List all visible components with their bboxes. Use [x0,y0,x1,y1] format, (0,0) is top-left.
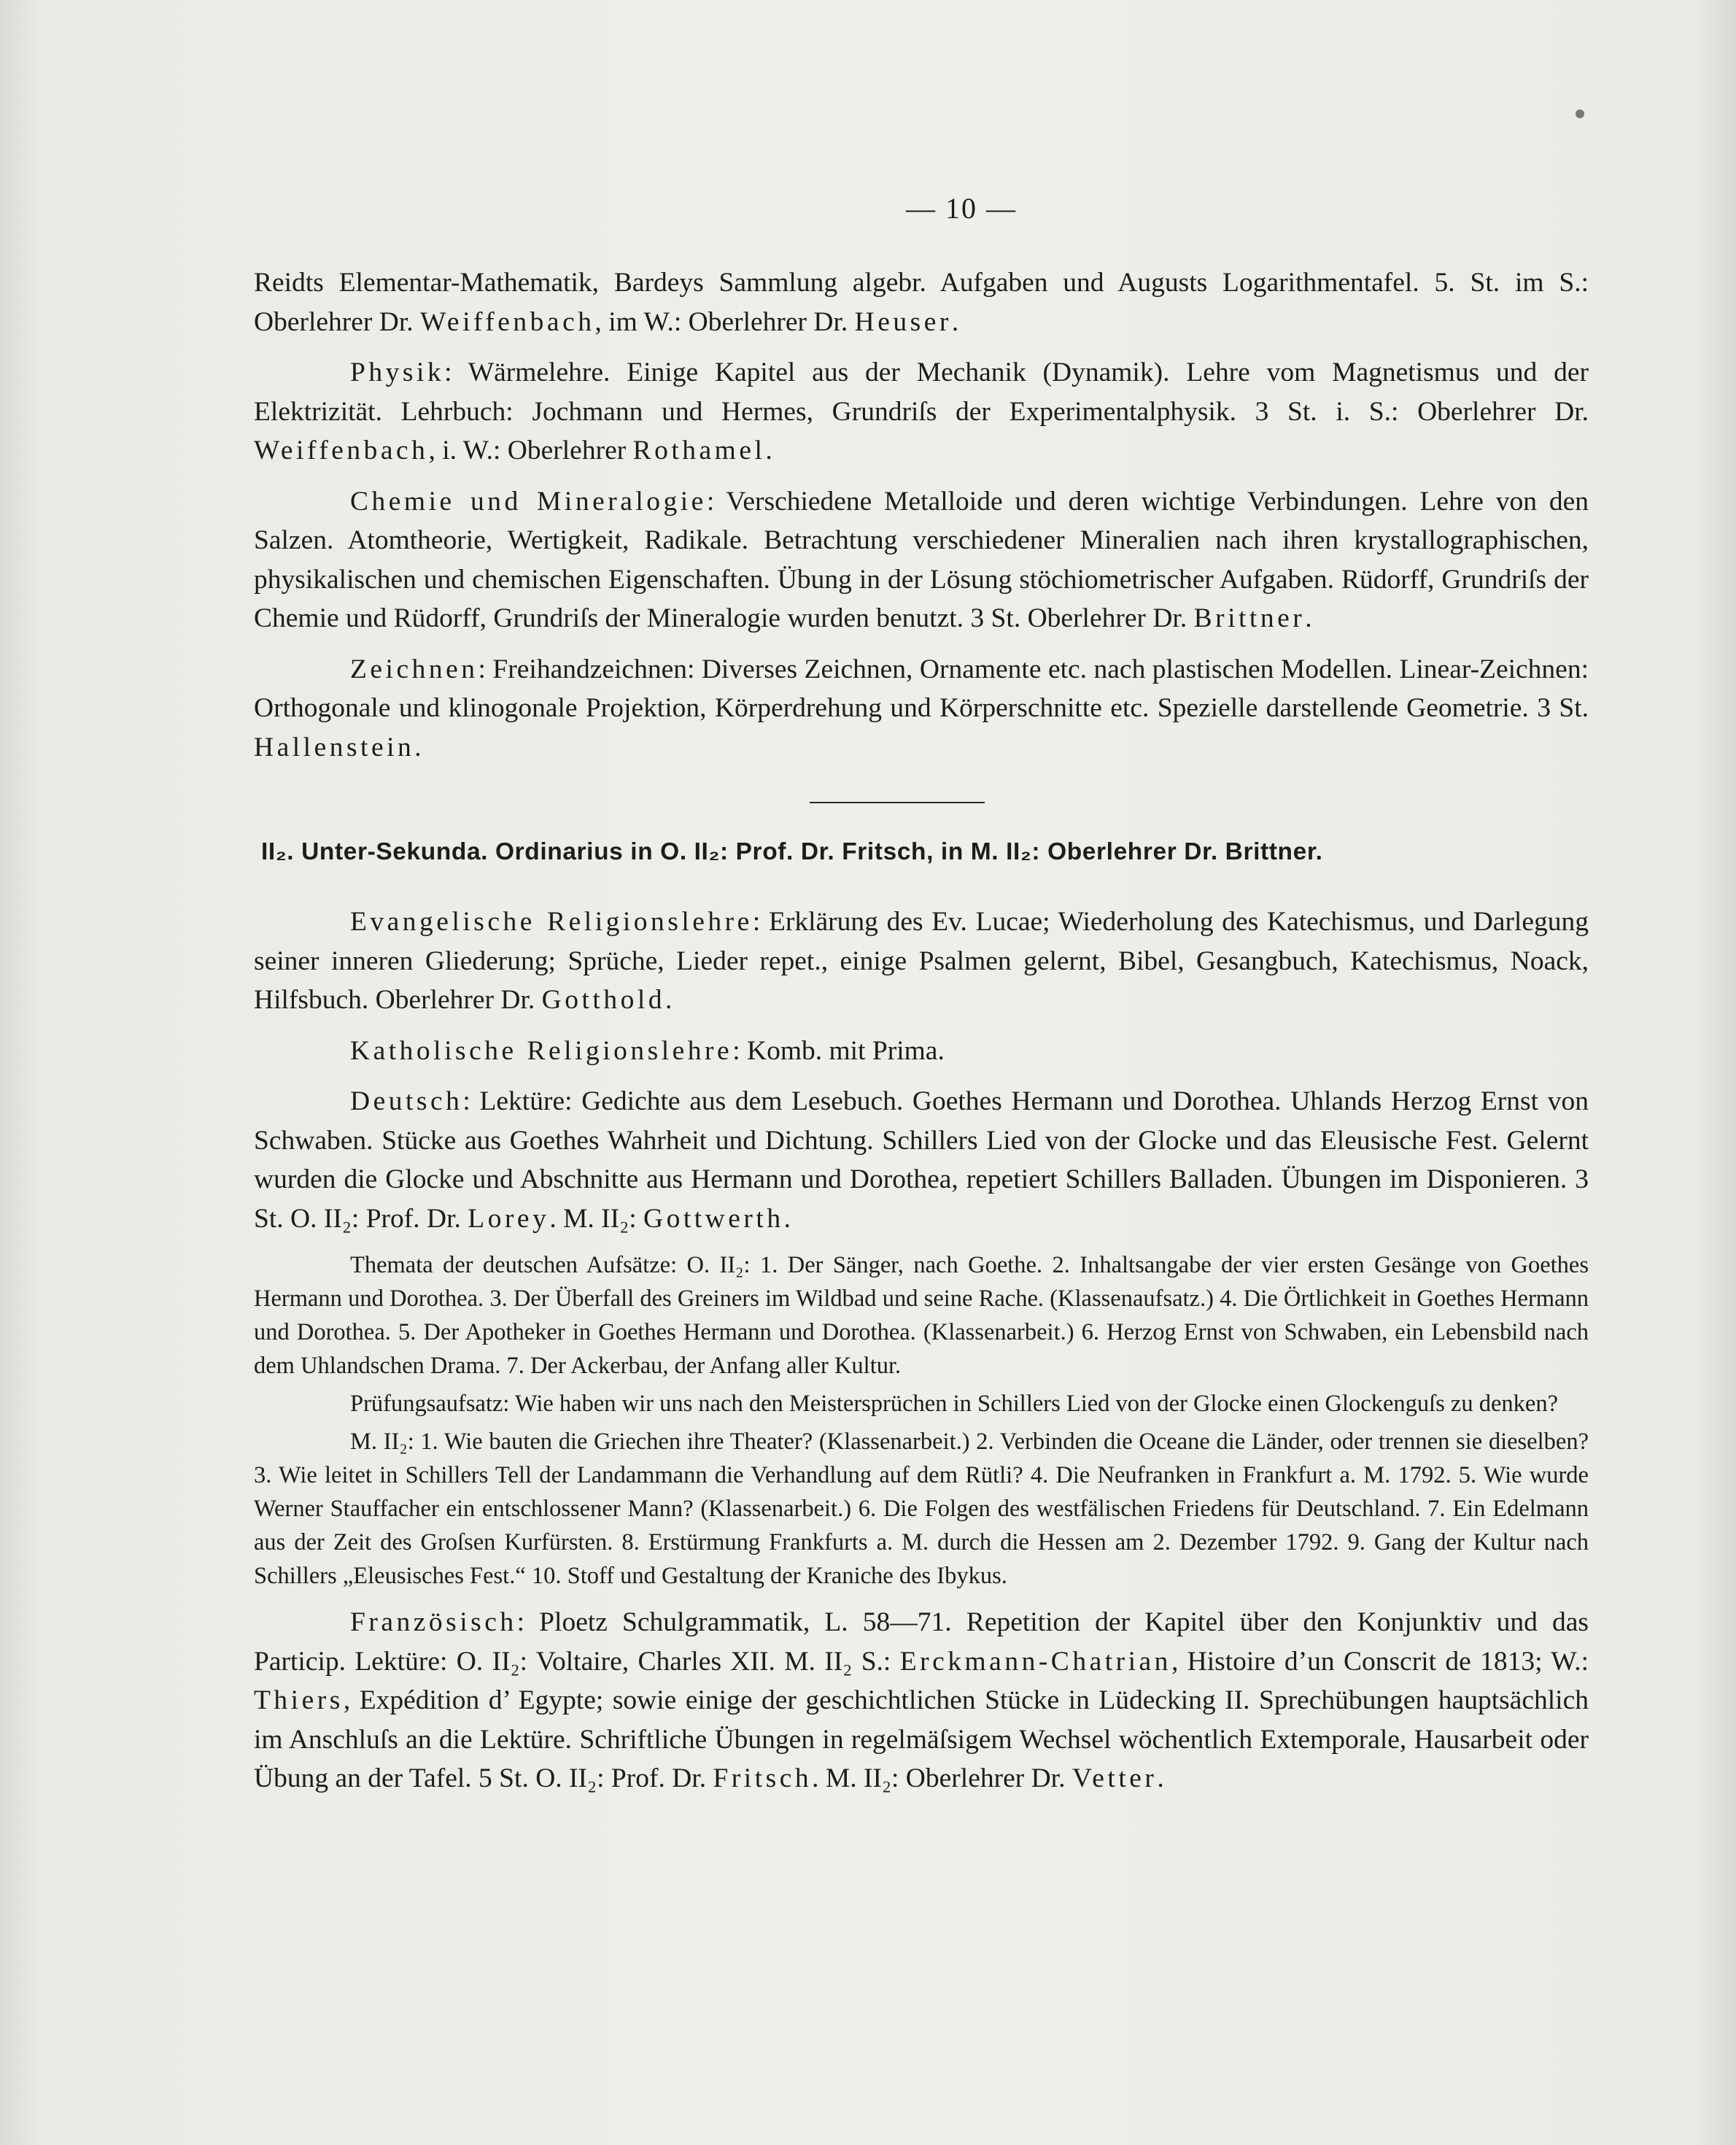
teacher-name: Hallenstein [254,732,415,762]
paragraph-kath-religion: Katholische Religionslehre: Komb. mit Prima. [350,1035,945,1066]
section-divider [810,802,985,803]
subject-heading: Evangelische Religionslehre [350,907,753,937]
author-name: Erckmann-Chatrian [899,1646,1171,1677]
page-number: — 10 — [906,192,1017,225]
paragraph-zeichnen: Zeichnen: Freihandzeichnen: Diverses Zeichnen, Ornamente etc. nach plastischen Modellen. Linear-Zeichnen: Orthogonale und klinogonale Projektion, Körperdrehung und Körperschnitte etc. Spezielle darstellende Geometrie. 3 St. Hallenstein. [254,654,1589,762]
teacher-name: Weiffenbach [420,306,595,337]
teacher-name: Heuser [854,306,952,337]
teacher-name: Rothamel [632,436,766,465]
paragraph-mathematik: Reidts Elementar-Mathematik, Bardeys Sammlung algebr. Aufgaben und Augusts Logarithmentafel. 5. St. im S.: Oberlehrer Dr. Weiffenbach, im W.: Oberlehrer Dr. Heuser. [254,268,1589,337]
subject-heading: Deutsch [350,1086,463,1116]
teacher-name: Gottwerth [643,1203,784,1234]
teacher-name: Gotthold [541,985,666,1015]
subject-heading: Französisch [350,1607,517,1637]
exam-essay: Prüfungsaufsatz: Wie haben wir uns nach den Meistersprüchen in Schillers Lied von der Glocke einen Glockenguſs zu denken? [350,1391,1559,1417]
teacher-name: Weiffenbach [254,436,429,465]
ink-speck [1576,109,1584,118]
subject-heading: Chemie und Mineralogie [350,486,707,517]
paragraph-ev-religion: Evangelische Religionslehre: Erklärung des Ev. Lucae; Wiederholung des Katechismus, und Darlegung seiner inneren Gliederung; Sprüche, Lieder repet., einige Psalmen gelernt, Bibel, Gesangbuch, Katechismus, Noack, Hilfsbuch. Oberlehrer Dr. Gotthold. [254,907,1589,1015]
paragraph-physik: Physik: Wärmelehre. Einige Kapitel aus der Mechanik (Dynamik). Lehre vom Magnetismus und der Elektrizität. Lehrbuch: Jochmann und Hermes, Grundriſs der Experimentalphysik. 3 St. i. S.: Oberlehrer Dr. Weiffenbach, i. W.: Oberlehrer Rothamel. [254,358,1589,465]
text-column [254,191,1589,1798]
section-heading: II₂. Unter-Sekunda. Ordinarius in O. II₂: Prof. Dr. Fritsch, in M. II₂: Oberlehrer Dr. Brittner. [261,838,1323,865]
teacher-name: Brittner [1193,603,1306,633]
author-name: Thiers [254,1685,344,1715]
teacher-name: Fritsch [713,1763,813,1793]
subject-heading: Zeichnen [350,654,478,684]
paragraph-franzoesisch: Französisch: Ploetz Schulgrammatik, L. 58—71. Repetition der Kapitel über den Konjunktiv und das Particip. Lektüre: O. II₂: Voltaire, Charles XII. M. II₂ S.: Erckmann-Chatrian, Histoire d’un Conscrit de 1813; W.: Thiers, Expédition d’ Egypte; sowie einige der geschichtlichen Stücke in Lüdecking II. Sprechübungen hauptsächlich im Anschluſs an die Lektüre. Schriftliche Übungen in regelmäſsigem Wechsel wöchentlich Extemporale, Hausarbeit oder Übung an der Tafel. 5 St. O. II₂: Prof. Dr. Fritsch. M. II₂: Oberlehrer Dr. Vetter. [254,1607,1589,1793]
essay-topics-m2: M. II₂: 1. Wie bauten die Griechen ihre Theater? (Klassenarbeit.) 2. Verbinden die Oceane die Länder, oder trennen sie dieselben? 3. Wie leitet in Schillers Tell der Landammann die Verhandlung auf dem Rütli? 4. Die Neufranken in Frankfurt a. M. 1792. 5. Wie wurde Werner Stauffacher ein entschlossener Mann? (Klassenarbeit.) 6. Die Folgen des westfälischen Friedens für Deutschland. 7. Ein Edelmann aus der Zeit des Groſsen Kurfürsten. 8. Erstürmung Frankfurts a. M. durch die Hessen am 2. Dezember 1792. 9. Gang der Kultur nach Schillers „Eleusisches Fest.“ 10. Stoff und Gestaltung der Kraniche des Ibykus. [254,1429,1589,1589]
paragraph-chemie: Chemie und Mineralogie: Verschiedene Metalloide und deren wichtige Verbindungen. Lehre von den Salzen. Atomtheorie, Wertigkeit, Radikale. Betrachtung verschiedener Mineralien nach ihren krystallographischen, physikalischen und chemischen Eigenschaften. Übung in der Lösung stöchiometrischer Aufgaben. Rüdorff, Grundriſs der Chemie und Rüdorff, Grundriſs der Mineralogie wurden benutzt. 3 St. Oberlehrer Dr. Brittner. [254,486,1589,633]
subject-heading: Physik [350,358,445,387]
teacher-name: Vetter [1072,1763,1158,1793]
paragraph-deutsch: Deutsch: Lektüre: Gedichte aus dem Lesebuch. Goethes Hermann und Dorothea. Uhlands Herzog Ernst von Schwaben. Stücke aus Goethes Wahrheit und Dichtung. Schillers Lied von der Glocke und das Eleusische Fest. Gelernt wurden die Glocke und Abschnitte aus Hermann und Dorothea, repetiert Schillers Balladen. Übungen im Disponieren. 3 St. O. II₂: Prof. Dr. Lorey. M. II₂: Gottwerth. [254,1086,1589,1234]
essay-topics-o2: Themata der deutschen Aufsätze: O. II₂: 1. Der Sänger, nach Goethe. 2. Inhaltsangabe der vier ersten Gesänge von Goethes Hermann und Dorothea. 3. Der Überfall des Greiners im Wildbad und seine Rache. (Klassenaufsatz.) 4. Die Örtlichkeit in Goethes Hermann und Dorothea. 5. Der Apotheker in Goethes Hermann und Dorothea. (Klassenarbeit.) 6. Herzog Ernst von Schwaben, ein Lebensbild nach dem Uhlandschen Drama. 7. Der Ackerbau, der Anfang aller Kultur. [254,1252,1589,1379]
subject-heading: Katholische Religionslehre [350,1035,733,1066]
teacher-name: Lorey [468,1203,550,1234]
